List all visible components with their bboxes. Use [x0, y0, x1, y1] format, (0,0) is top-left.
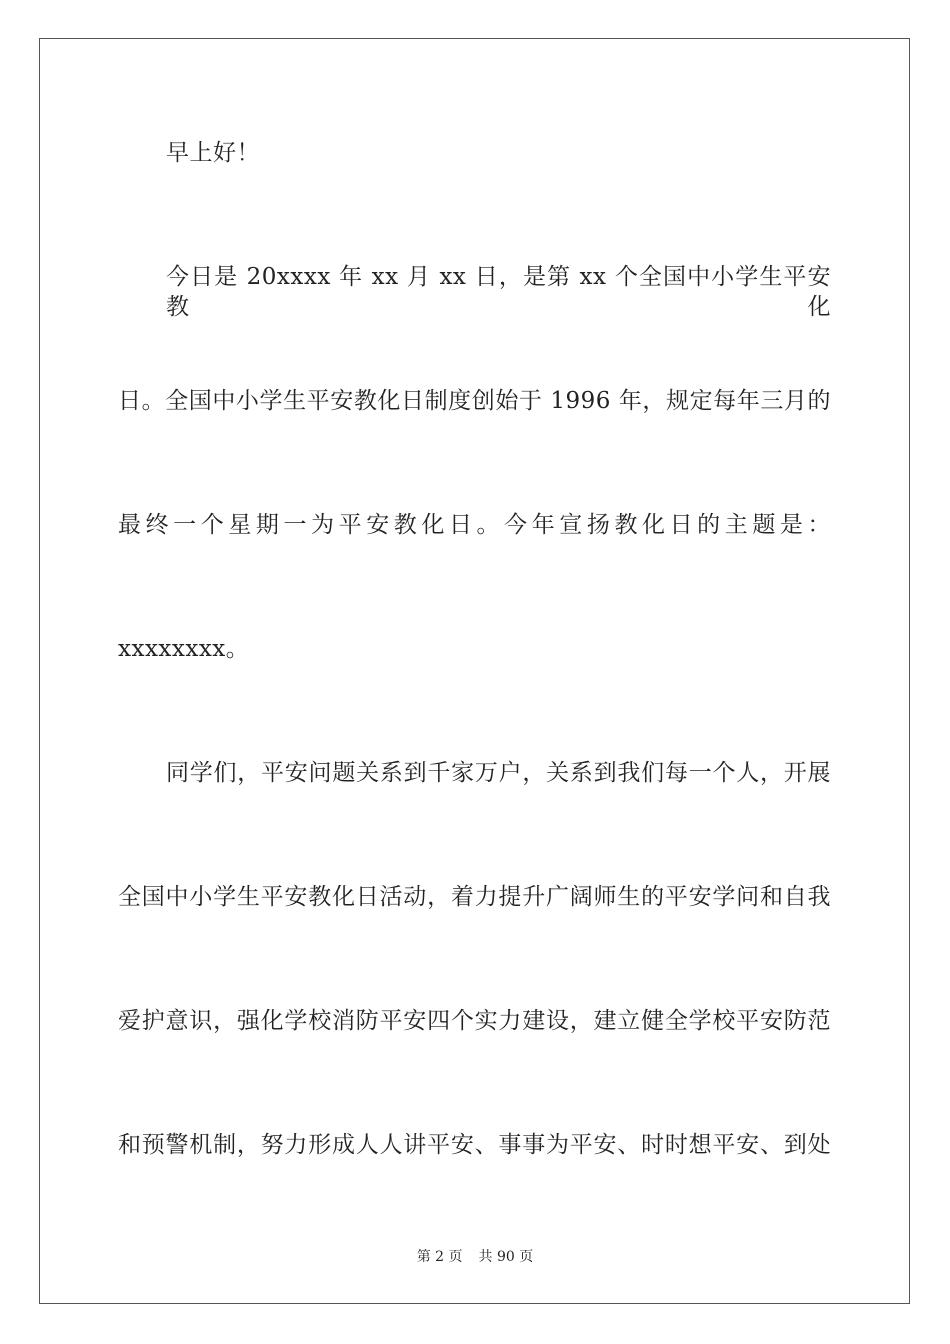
paragraph-2-line-4: 和预警机制，努力形成人人讲平安、事事为平安、时时想平安、到处 [118, 1132, 831, 1158]
page-footer [0, 1248, 950, 1266]
page-number: 第 2 页 [416, 1249, 463, 1265]
paragraph-1-line-1: 今日是 20xxxx 年 xx 月 xx 日，是第 xx 个全国中小学生平安教化 [166, 264, 831, 320]
page-frame [39, 38, 910, 1304]
paragraph-2-line-2: 全国中小学生平安教化日活动，着力提升广阔师生的平安学问和自我 [118, 884, 831, 910]
paragraph-1-line-2: 日。全国中小学生平安教化日制度创始于 1996 年，规定每年三月的 [118, 388, 831, 414]
paragraph-2-line-3: 爱护意识，强化学校消防平安四个实力建设，建立健全学校平安防范 [118, 1008, 831, 1034]
paragraph-2-line-1: 同学们，平安问题关系到千家万户，关系到我们每一个人，开展 [166, 760, 831, 786]
page-total: 共 90 页 [478, 1249, 534, 1265]
greeting-line: 早上好！ [166, 140, 260, 166]
paragraph-1-line-4: xxxxxxxx。 [118, 636, 250, 662]
paragraph-1-line-3: 最终一个星期一为平安教化日。今年宣扬教化日的主题是： [118, 512, 831, 538]
